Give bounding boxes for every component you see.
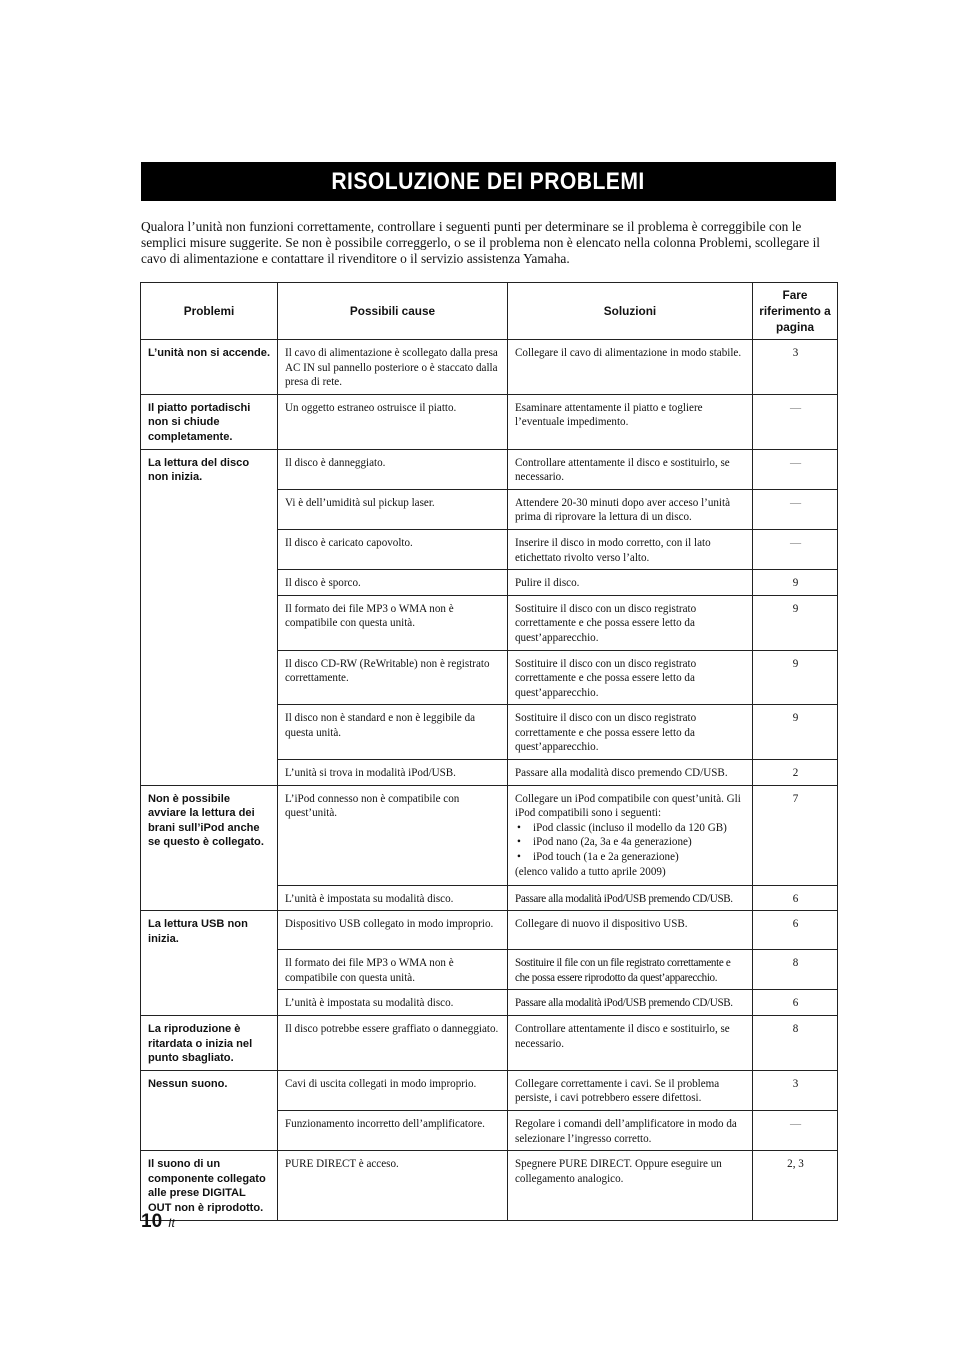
solution-cell: Passare alla modalità disco premendo CD/USB.	[508, 760, 753, 786]
cause-cell: Il disco non è standard e non è leggibile da questa unità.	[278, 705, 508, 760]
table-row	[141, 449, 838, 489]
page-title: RISOLUZIONE DEI PROBLEMI	[331, 167, 646, 195]
page-ref-cell: —	[753, 1111, 838, 1151]
table-row	[141, 1151, 838, 1220]
page-ref-cell: 2	[753, 760, 838, 786]
page-ref-cell: 9	[753, 650, 838, 705]
cause-cell: L’unità è impostata su modalità disco.	[278, 990, 508, 1016]
cause-cell: L’unità si trova in modalità iPod/USB.	[278, 760, 508, 786]
solution-cell: Sostituire il disco con un disco registrato correttamente e che possa essere letto da quest’apparecchio.	[508, 650, 753, 705]
solution-cell: Sostituire il disco con un disco registrato correttamente e che possa essere letto da quest’apparecchio.	[508, 595, 753, 650]
page-ref-cell: 8	[753, 950, 838, 990]
cause-cell: Il disco è sporco.	[278, 570, 508, 596]
page-ref-cell: 3	[753, 1070, 838, 1110]
page-ref-cell: —	[753, 489, 838, 529]
cause-cell: Il disco CD-RW (ReWritable) non è registrato correttamente.	[278, 650, 508, 705]
solution-cell: Inserire il disco in modo corretto, con il lato etichettato rivolto verso l’alto.	[508, 529, 753, 569]
compatible-ipod-list	[515, 821, 746, 865]
page-ref-cell: 6	[753, 990, 838, 1016]
list-item: • iPod classic (incluso il modello da 120 GB)	[515, 821, 746, 836]
cause-cell: Dispositivo USB collegato in modo improprio.	[278, 911, 508, 950]
list-item: • iPod touch (1a e 2a generazione)	[515, 850, 746, 865]
solution-cell: Esaminare attentamente il piatto e togliere l’eventuale impedimento.	[508, 394, 753, 449]
language-code: It	[168, 1216, 175, 1230]
header-page-ref: Fare riferimento a pagina	[753, 283, 838, 340]
cause-cell: Funzionamento incorretto dell’amplificatore.	[278, 1111, 508, 1151]
cause-cell: Cavi di uscita collegati in modo improprio.	[278, 1070, 508, 1110]
table-row	[141, 340, 838, 395]
page-ref-cell: 6	[753, 885, 838, 911]
solution-cell: Collegare il cavo di alimentazione in modo stabile.	[508, 340, 753, 395]
table-header-row	[141, 283, 838, 340]
solution-cell: Spegnere PURE DIRECT. Oppure eseguire un collegamento analogico.	[508, 1151, 753, 1220]
page-ref-cell: —	[753, 449, 838, 489]
problem-cell: La lettura del disco non inizia.	[141, 449, 278, 785]
cause-cell: PURE DIRECT è acceso.	[278, 1151, 508, 1220]
cause-cell: Il formato dei file MP3 o WMA non è compatibile con questa unità.	[278, 950, 508, 990]
title-bar	[141, 162, 836, 201]
solution-cell: Attendere 20-30 minuti dopo aver acceso l’unità prima di riprovare la lettura di un disco.	[508, 489, 753, 529]
table-row	[141, 1016, 838, 1071]
cause-cell: Il cavo di alimentazione è scollegato dalla presa AC IN sul pannello posteriore o è staccato dalla presa di rete.	[278, 340, 508, 395]
solution-intro: Collegare un iPod compatibile con quest’unità. Gli iPod compatibili sono i seguenti:	[515, 792, 741, 820]
page-ref-cell: —	[753, 529, 838, 569]
solution-cell: Passare alla modalità iPod/USB premendo CD/USB.	[508, 885, 753, 911]
page-footer	[141, 1211, 175, 1233]
solution-cell: Controllare attentamente il disco e sostituirlo, se necessario.	[508, 449, 753, 489]
page-ref-cell: 7	[753, 785, 838, 885]
solution-cell: Passare alla modalità iPod/USB premendo CD/USB.	[508, 990, 753, 1016]
cause-cell: Un oggetto estraneo ostruisce il piatto.	[278, 394, 508, 449]
solution-cell: Regolare i comandi dell’amplificatore in modo da selezionare l’ingresso corretto.	[508, 1111, 753, 1151]
table-row	[141, 785, 838, 885]
page-ref-cell: —	[753, 394, 838, 449]
solution-cell: Collegare di nuovo il dispositivo USB.	[508, 911, 753, 950]
table-row	[141, 911, 838, 950]
table-row	[141, 1070, 838, 1110]
cause-cell: Vi è dell’umidità sul pickup laser.	[278, 489, 508, 529]
page-ref-cell: 2, 3	[753, 1151, 838, 1220]
problem-cell: La riproduzione è ritardata o inizia nel punto sbagliato.	[141, 1016, 278, 1071]
cause-cell: Il formato dei file MP3 o WMA non è compatibile con questa unità.	[278, 595, 508, 650]
table-row	[141, 394, 838, 449]
problem-cell: L’unità non si accende.	[141, 340, 278, 395]
cause-cell: L’unità è impostata su modalità disco.	[278, 885, 508, 911]
page-ref-cell: 8	[753, 1016, 838, 1071]
page-number: 10	[141, 1211, 163, 1232]
problem-cell: Non è possibile avviare la lettura dei brani sull’iPod anche se questo è collegato.	[141, 785, 278, 911]
troubleshooting-table	[140, 282, 838, 1221]
list-item: • iPod nano (2a, 3a e 4a generazione)	[515, 835, 746, 850]
cause-cell: Il disco è danneggiato.	[278, 449, 508, 489]
page-ref-cell: 3	[753, 340, 838, 395]
page-ref-cell: 9	[753, 570, 838, 596]
problem-cell: Nessun suono.	[141, 1070, 278, 1150]
cause-cell: Il disco potrebbe essere graffiato o danneggiato.	[278, 1016, 508, 1071]
solution-cell	[508, 785, 753, 885]
solution-cell: Pulire il disco.	[508, 570, 753, 596]
solution-cell: Sostituire il file con un file registrato correttamente e che possa essere riprodotto da quest’apparecchio.	[508, 950, 753, 990]
page-ref-cell: 6	[753, 911, 838, 950]
problem-cell: Il piatto portadischi non si chiude completamente.	[141, 394, 278, 449]
page-ref-cell: 9	[753, 595, 838, 650]
problem-cell: Il suono di un componente collegato alle prese DIGITAL OUT non è riprodotto.	[141, 1151, 278, 1220]
header-causes: Possibili cause	[278, 283, 508, 340]
header-problems: Problemi	[141, 283, 278, 340]
page-ref-cell: 9	[753, 705, 838, 760]
solution-cell: Collegare correttamente i cavi. Se il problema persiste, i cavi potrebbero essere difettosi.	[508, 1070, 753, 1110]
cause-cell: L’iPod connesso non è compatibile con quest’unità.	[278, 785, 508, 885]
intro-paragraph: Qualora l’unità non funzioni correttamente, controllare i seguenti punti per determinare se il problema è correggibile con le semplici misure suggerite. Se non è possibile correggerlo, o se il problema non è elencato nella colonna Problemi, scollegare il cavo di alimentazione e contattare il rivenditore o il servizio assistenza Yamaha.	[141, 219, 821, 266]
solution-note: (elenco valido a tutto aprile 2009)	[515, 865, 666, 878]
header-solutions: Soluzioni	[508, 283, 753, 340]
cause-cell: Il disco è caricato capovolto.	[278, 529, 508, 569]
solution-cell: Controllare attentamente il disco e sostituirlo, se necessario.	[508, 1016, 753, 1071]
problem-cell: La lettura USB non inizia.	[141, 911, 278, 1016]
solution-cell: Sostituire il disco con un disco registrato correttamente e che possa essere letto da quest’apparecchio.	[508, 705, 753, 760]
